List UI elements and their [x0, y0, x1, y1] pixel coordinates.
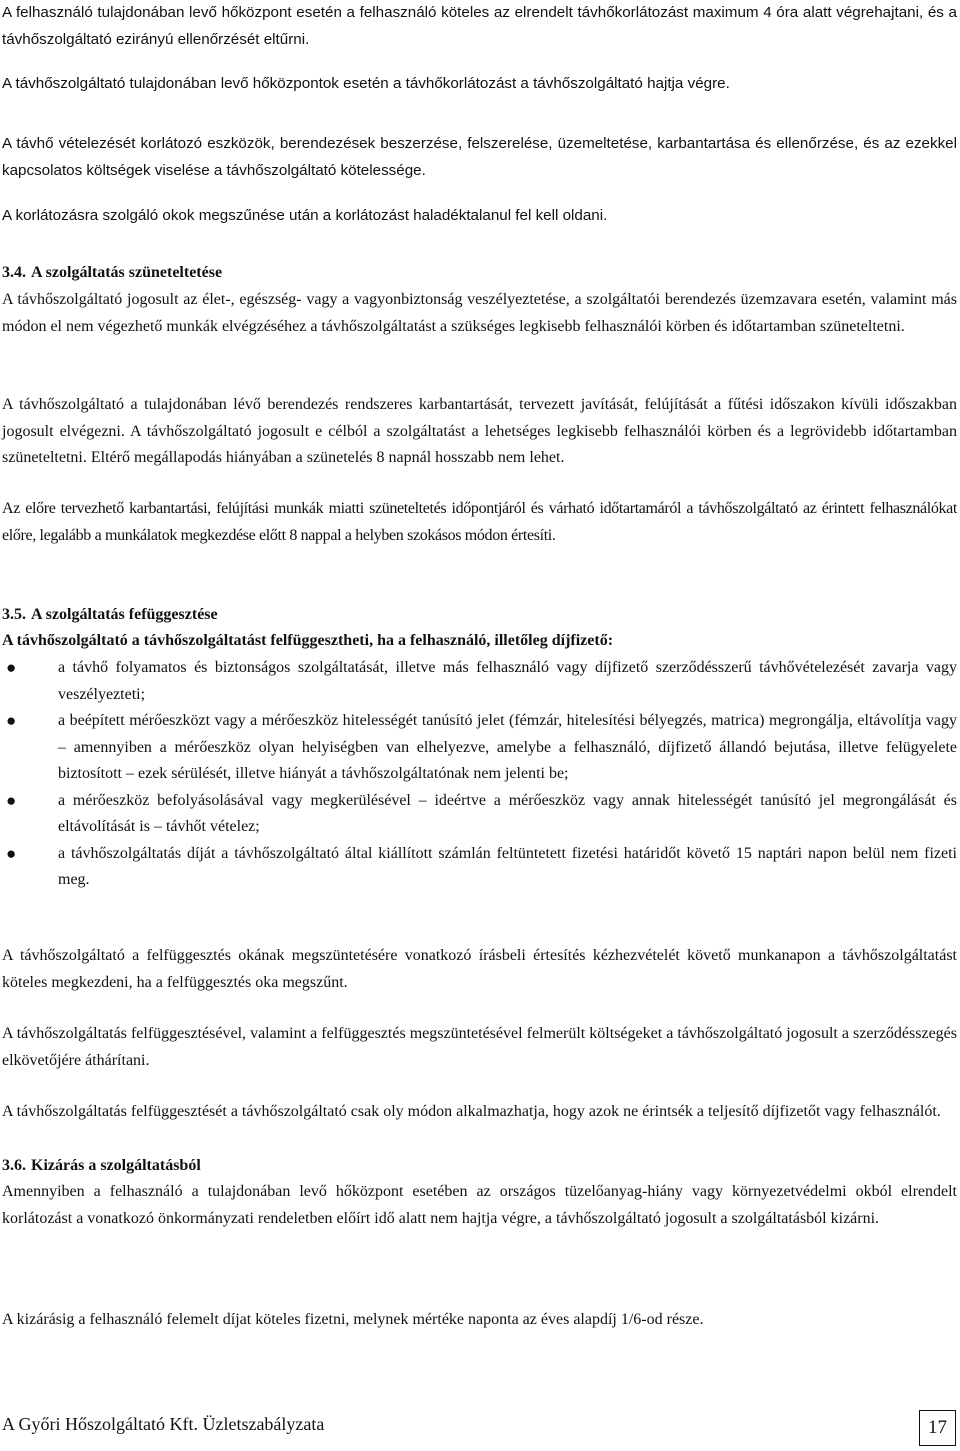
- bullet-icon: ●: [6, 658, 17, 677]
- paragraph-exclusion: Amennyiben a felhasználó a tulajdonában levő hőközpont esetében az országos tüzelőanyag-hiány vagy környezetvédelmi okból elrendelt korlátozást a vonatkozó önkormányzati rendeletben előírt idő alatt nem hajtja végre, a távhőszolgáltató jogosult a szolgáltatásból kizárni.: [2, 1183, 957, 1227]
- paragraph-notice: Az előre tervezhető karbantartási, felújítási munkák miatti szüneteltetés időpontjáról és várható időtartamáról a távhőszolgáltató az érintett felhasználókat előre, legalább a munkálatok megkezdése előtt 8 nappal a helyben szokásos módon értesíti.: [2, 500, 957, 544]
- section-heading-3-6: [2, 1153, 957, 1180]
- list-item: ● a távhőszolgáltatás díját a távhőszolgáltató által kiállított számlán feltüntetett fizetési határidőt követő 15 naptári napon belül nem fizeti meg.: [2, 841, 957, 894]
- section-number: 3.6.: [2, 1157, 26, 1174]
- section-number: 3.5.: [2, 606, 26, 623]
- section-heading-3-5: [2, 602, 957, 629]
- paragraph-limiting-devices: A távhő vételezését korlátozó eszközök, berendezések beszerzése, felszerelése, üzemeltetése, karbantartása és ellenőrzése, és az ezekkel kapcsolatos költségek viselése a távhőszolgáltató kötelessége.: [2, 135, 957, 179]
- bullet-icon: ●: [6, 843, 17, 863]
- section-title: Kizárás a szolgáltatásból: [31, 1157, 201, 1174]
- paragraph-provider-substation: A távhőszolgáltató tulajdonában levő hőközpontok esetén a távhőkorlátozást a távhőszolgáltató hajtja végre.: [2, 75, 730, 92]
- paragraph-increased-fee: A kizárásig a felhasználó felemelt díjat köteles fizetni, melynek mértéke naponta az éves alapdíj 1/6-od része.: [2, 1311, 704, 1328]
- paragraph-resume-service: A távhőszolgáltató a felfüggesztés okának megszüntetésére vonatkozó írásbeli értesítés kézhezvételét követő munkanapon a távhőszolgáltatást köteles megkezdeni, ha a felfüggesztés oka megszűnt.: [2, 947, 957, 991]
- footer-title: A Győri Hőszolgáltató Kft. Üzletszabályzata: [2, 1414, 325, 1434]
- paragraph-suspension-rights: A távhőszolgáltató jogosult az élet-, egészség- vagy a vagyonbiztonság veszélyeztetése, a szolgáltatói berendezés üzemzavara esetén, valamint más módon el nem végezhető munkák elvégzéséhez a távhőszolgáltatást a szükséges legkisebb felhasználói körben és időtartamban szüneteltetni.: [2, 291, 957, 335]
- section-heading-3-4: [2, 260, 957, 287]
- suspension-conditions-list: [2, 655, 957, 894]
- bullet-icon: ●: [6, 790, 17, 810]
- paragraph-lift-restriction: A korlátozásra szolgáló okok megszűnése után a korlátozást haladéktalanul fel kell oldani.: [2, 207, 608, 224]
- list-item: ● a mérőeszköz befolyásolásával vagy megkerülésével – ideértve a mérőeszköz vagy annak hitelességét tanúsító jel megrongálását és eltávolítását is – távhőt vételez;: [2, 788, 957, 841]
- page-number: 17: [919, 1410, 956, 1446]
- section-title: A szolgáltatás szüneteltetése: [31, 264, 223, 281]
- section-number: 3.4.: [2, 264, 26, 281]
- section-title: A szolgáltatás fefüggesztése: [31, 606, 218, 623]
- bullet-icon: ●: [6, 711, 17, 730]
- suspension-lead: A távhőszolgáltató a távhőszolgáltatást felfüggesztheti, ha a felhasználó, illetőleg díjfizető:: [2, 632, 614, 649]
- paragraph-maintenance: A távhőszolgáltató a tulajdonában lévő berendezés rendszeres karbantartását, tervezett javítását, felújítását a fűtési időszakon kívüli időszakban jogosult elvégezni. A távhőszolgáltató jogosult e célból a szolgáltatást a lehetséges legkisebb felhasználói körben és a legrövidebb időtartamban szüneteltetni. Eltérő megállapodás hiányában a szünetelés 8 napnál hosszabb nem lehet.: [2, 396, 957, 466]
- paragraph-cost-transfer: A távhőszolgáltatás felfüggesztésével, valamint a felfüggesztés megszüntetésével felmerült költségeket a távhőszolgáltató jogosult a szerződésszegés elkövetőjére áthárítani.: [2, 1025, 957, 1069]
- list-item: ● a távhő folyamatos és biztonságos szolgáltatását, illetve más felhasználó vagy díjfizető szerződésszerű távhővételezését zavarja vagy veszélyezteti;: [2, 655, 957, 708]
- paragraph-compliant-payer: A távhőszolgáltatás felfüggesztését a távhőszolgáltató csak oly módon alkalmazhatja, hogy azok ne érintsék a teljesítő díjfizetőt vagy felhasználót.: [2, 1103, 941, 1120]
- list-item: ● a beépített mérőeszközt vagy a mérőeszköz hitelességét tanúsító jelet (fémzár, hitelesítési bélyegzés, matrica) megrongálja, eltávolítja vagy – amennyiben a mérőeszköz olyan helyiségben van elhelyezve, amelybe a felhasználó, díjfizető állandó bejutása, illetve felügyelete biztosított – ezek sérülését, illetve hiányát a távhőszolgáltatónak nem jelenti be;: [2, 708, 957, 788]
- paragraph-user-substation: A felhasználó tulajdonában levő hőközpont esetén a felhasználó köteles az elrendelt távhőkorlátozást maximum 4 óra alatt végrehajtani, és a távhőszolgáltató ezirányú ellenőrzését eltűrni.: [2, 4, 957, 48]
